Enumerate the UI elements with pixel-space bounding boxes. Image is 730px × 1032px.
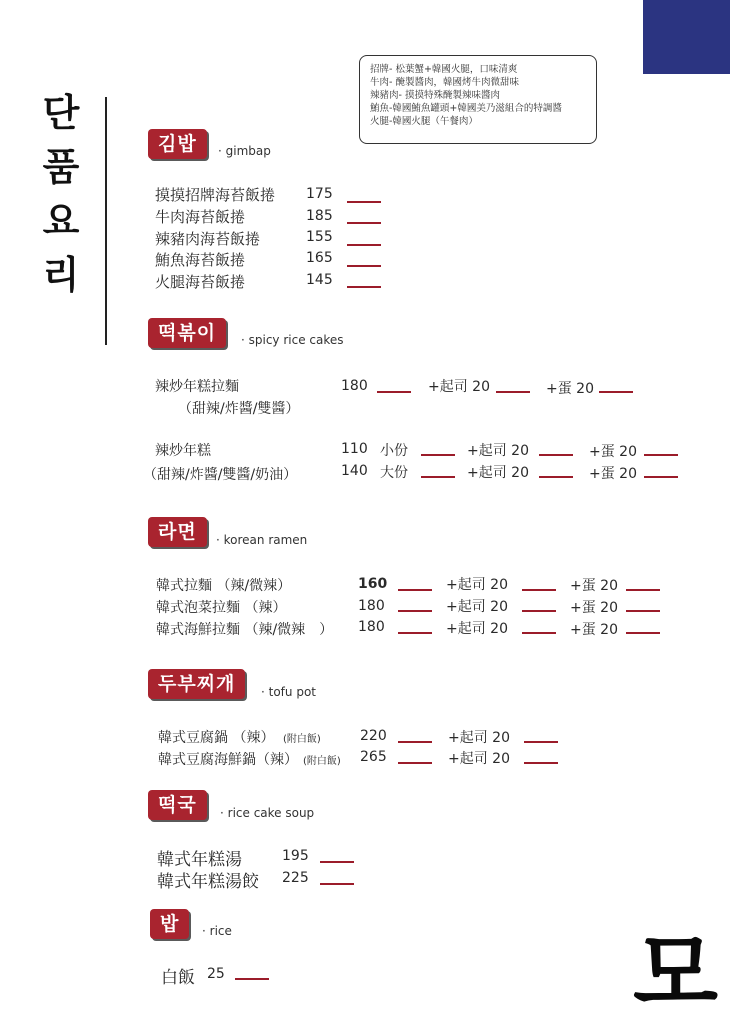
corner-brand-glyph: 모 (633, 922, 719, 1025)
order-blank-line[interactable] (347, 286, 381, 288)
order-blank-line[interactable] (626, 632, 660, 634)
menu-item-options: （甜辣/炸醬/雙醬） (178, 401, 300, 417)
addon-cheese: +起司 20 (446, 621, 508, 637)
size-label: 小份 (380, 443, 408, 459)
order-blank-line[interactable] (377, 391, 411, 393)
order-blank-line[interactable] (522, 589, 556, 591)
menu-item-price: 160 (358, 576, 388, 592)
menu-item-note: (附白飯) (283, 734, 321, 745)
addon-cheese: +起司 20 (428, 379, 490, 395)
menu-item-price: 180 (341, 378, 368, 394)
legend-line: 牛肉- 醃製醬肉，韓國烤牛肉微甜味 (370, 77, 519, 88)
ramen-english-label: · korean ramen (216, 533, 308, 547)
legend-line: 火腿-韓國火腿（午餐肉） (370, 116, 478, 127)
gimbap-legend-box (359, 55, 597, 144)
order-blank-line[interactable] (320, 861, 354, 863)
menu-item-price: 220 (360, 728, 387, 744)
side-title-char: 요 (42, 199, 80, 243)
legend-line: 辣豬肉- 摸摸特殊醃製辣味醬肉 (370, 90, 500, 101)
order-blank-line[interactable] (320, 883, 354, 885)
size-label: 大份 (380, 465, 408, 481)
ramen-badge: 라면 (148, 517, 207, 547)
menu-item-name: 韓式年糕湯 (157, 850, 242, 870)
menu-item-name: 辣炒年糕 (155, 443, 211, 459)
order-blank-line[interactable] (347, 265, 381, 267)
order-blank-line[interactable] (539, 476, 573, 478)
addon-cheese: +起司 20 (467, 443, 529, 459)
menu-item-name: 摸摸招牌海苔飯捲 (155, 186, 276, 204)
order-blank-line[interactable] (524, 762, 558, 764)
order-blank-line[interactable] (398, 589, 432, 591)
menu-item-name: 韓式拉麵 （辣/微辣） (156, 578, 292, 594)
legend-line: 鮪魚-韓國鮪魚罐頭+韓國美乃滋組合的特調醬 (370, 103, 562, 114)
menu-item-price: 145 (306, 272, 333, 288)
order-blank-line[interactable] (235, 978, 269, 980)
tteokguk-badge: 떡국 (148, 790, 207, 820)
menu-item-note: (附白飯) (303, 756, 341, 767)
order-blank-line[interactable] (398, 762, 432, 764)
side-title-char: 단 (42, 91, 80, 135)
menu-item-price: 140 (341, 463, 368, 479)
menu-item-name: 韓式年糕湯餃 (157, 872, 259, 892)
menu-item-price: 185 (306, 208, 333, 224)
rice-badge: 밥 (150, 909, 189, 939)
order-blank-line[interactable] (522, 610, 556, 612)
menu-item-name: 辣豬肉海苔飯捲 (155, 230, 261, 248)
order-blank-line[interactable] (539, 454, 573, 456)
order-blank-line[interactable] (644, 454, 678, 456)
addon-cheese: +起司 20 (448, 730, 510, 746)
order-blank-line[interactable] (599, 391, 633, 393)
order-blank-line[interactable] (626, 589, 660, 591)
order-blank-line[interactable] (524, 741, 558, 743)
addon-egg: +蛋 20 (589, 466, 637, 482)
menu-item-name: 韓式豆腐海鮮鍋（辣） (158, 752, 298, 768)
tteokguk-english-label: · rice cake soup (220, 806, 315, 820)
side-divider (105, 97, 107, 345)
menu-item-name: 鮪魚海苔飯捲 (155, 251, 246, 269)
menu-item-name: 辣炒年糕拉麵 (155, 379, 239, 395)
order-blank-line[interactable] (398, 632, 432, 634)
corner-navy-block (643, 0, 730, 74)
addon-cheese: +起司 20 (446, 577, 508, 593)
addon-egg: +蛋 20 (570, 578, 618, 594)
addon-egg: +蛋 20 (546, 381, 594, 397)
tofu-badge: 두부찌개 (148, 669, 245, 699)
menu-item-price: 25 (207, 966, 225, 982)
gimbap-english-label: · gimbap (218, 144, 271, 158)
order-blank-line[interactable] (626, 610, 660, 612)
order-blank-line[interactable] (421, 454, 455, 456)
order-blank-line[interactable] (421, 476, 455, 478)
menu-item-price: 110 (341, 441, 368, 457)
order-blank-line[interactable] (496, 391, 530, 393)
addon-egg: +蛋 20 (589, 444, 637, 460)
addon-cheese: +起司 20 (448, 751, 510, 767)
rice-english-label: · rice (202, 924, 232, 938)
order-blank-line[interactable] (347, 244, 381, 246)
menu-item-price: 180 (358, 598, 385, 614)
order-blank-line[interactable] (522, 632, 556, 634)
menu-item-name: 火腿海苔飯捲 (155, 273, 246, 291)
menu-item-price: 265 (360, 749, 387, 765)
order-blank-line[interactable] (347, 201, 381, 203)
side-title-char: 품 (42, 145, 80, 189)
menu-item-price: 155 (306, 229, 333, 245)
menu-item-name: 韓式泡菜拉麵 （辣） (156, 600, 287, 616)
side-title-char: 리 (42, 253, 80, 297)
menu-item-name: 韓式海鮮拉麵 （辣/微辣 ） (156, 622, 334, 638)
addon-cheese: +起司 20 (446, 599, 508, 615)
addon-cheese: +起司 20 (467, 465, 529, 481)
gimbap-badge: 김밥 (148, 129, 207, 159)
menu-item-name: 白飯 (161, 968, 195, 988)
menu-item-price: 225 (282, 870, 309, 886)
menu-item-price: 195 (282, 848, 309, 864)
menu-item-price: 180 (358, 619, 385, 635)
tteokbokki-english-label: · spicy rice cakes (241, 333, 344, 347)
menu-item-options: （甜辣/炸醬/雙醬/奶油） (143, 467, 298, 483)
order-blank-line[interactable] (644, 476, 678, 478)
order-blank-line[interactable] (398, 610, 432, 612)
menu-item-name: 韓式豆腐鍋 （辣） (158, 730, 275, 746)
side-title (40, 86, 82, 302)
order-blank-line[interactable] (347, 222, 381, 224)
menu-item-price: 175 (306, 186, 333, 202)
addon-egg: +蛋 20 (570, 622, 618, 638)
addon-egg: +蛋 20 (570, 600, 618, 616)
tofu-english-label: · tofu pot (261, 685, 316, 699)
order-blank-line[interactable] (398, 741, 432, 743)
menu-item-price: 165 (306, 250, 333, 266)
tteokbokki-badge: 떡볶이 (148, 318, 226, 348)
menu-item-name: 牛肉海苔飯捲 (155, 208, 246, 226)
legend-line: 招牌- 松葉蟹+韓國火腿，口味清爽 (370, 64, 518, 75)
